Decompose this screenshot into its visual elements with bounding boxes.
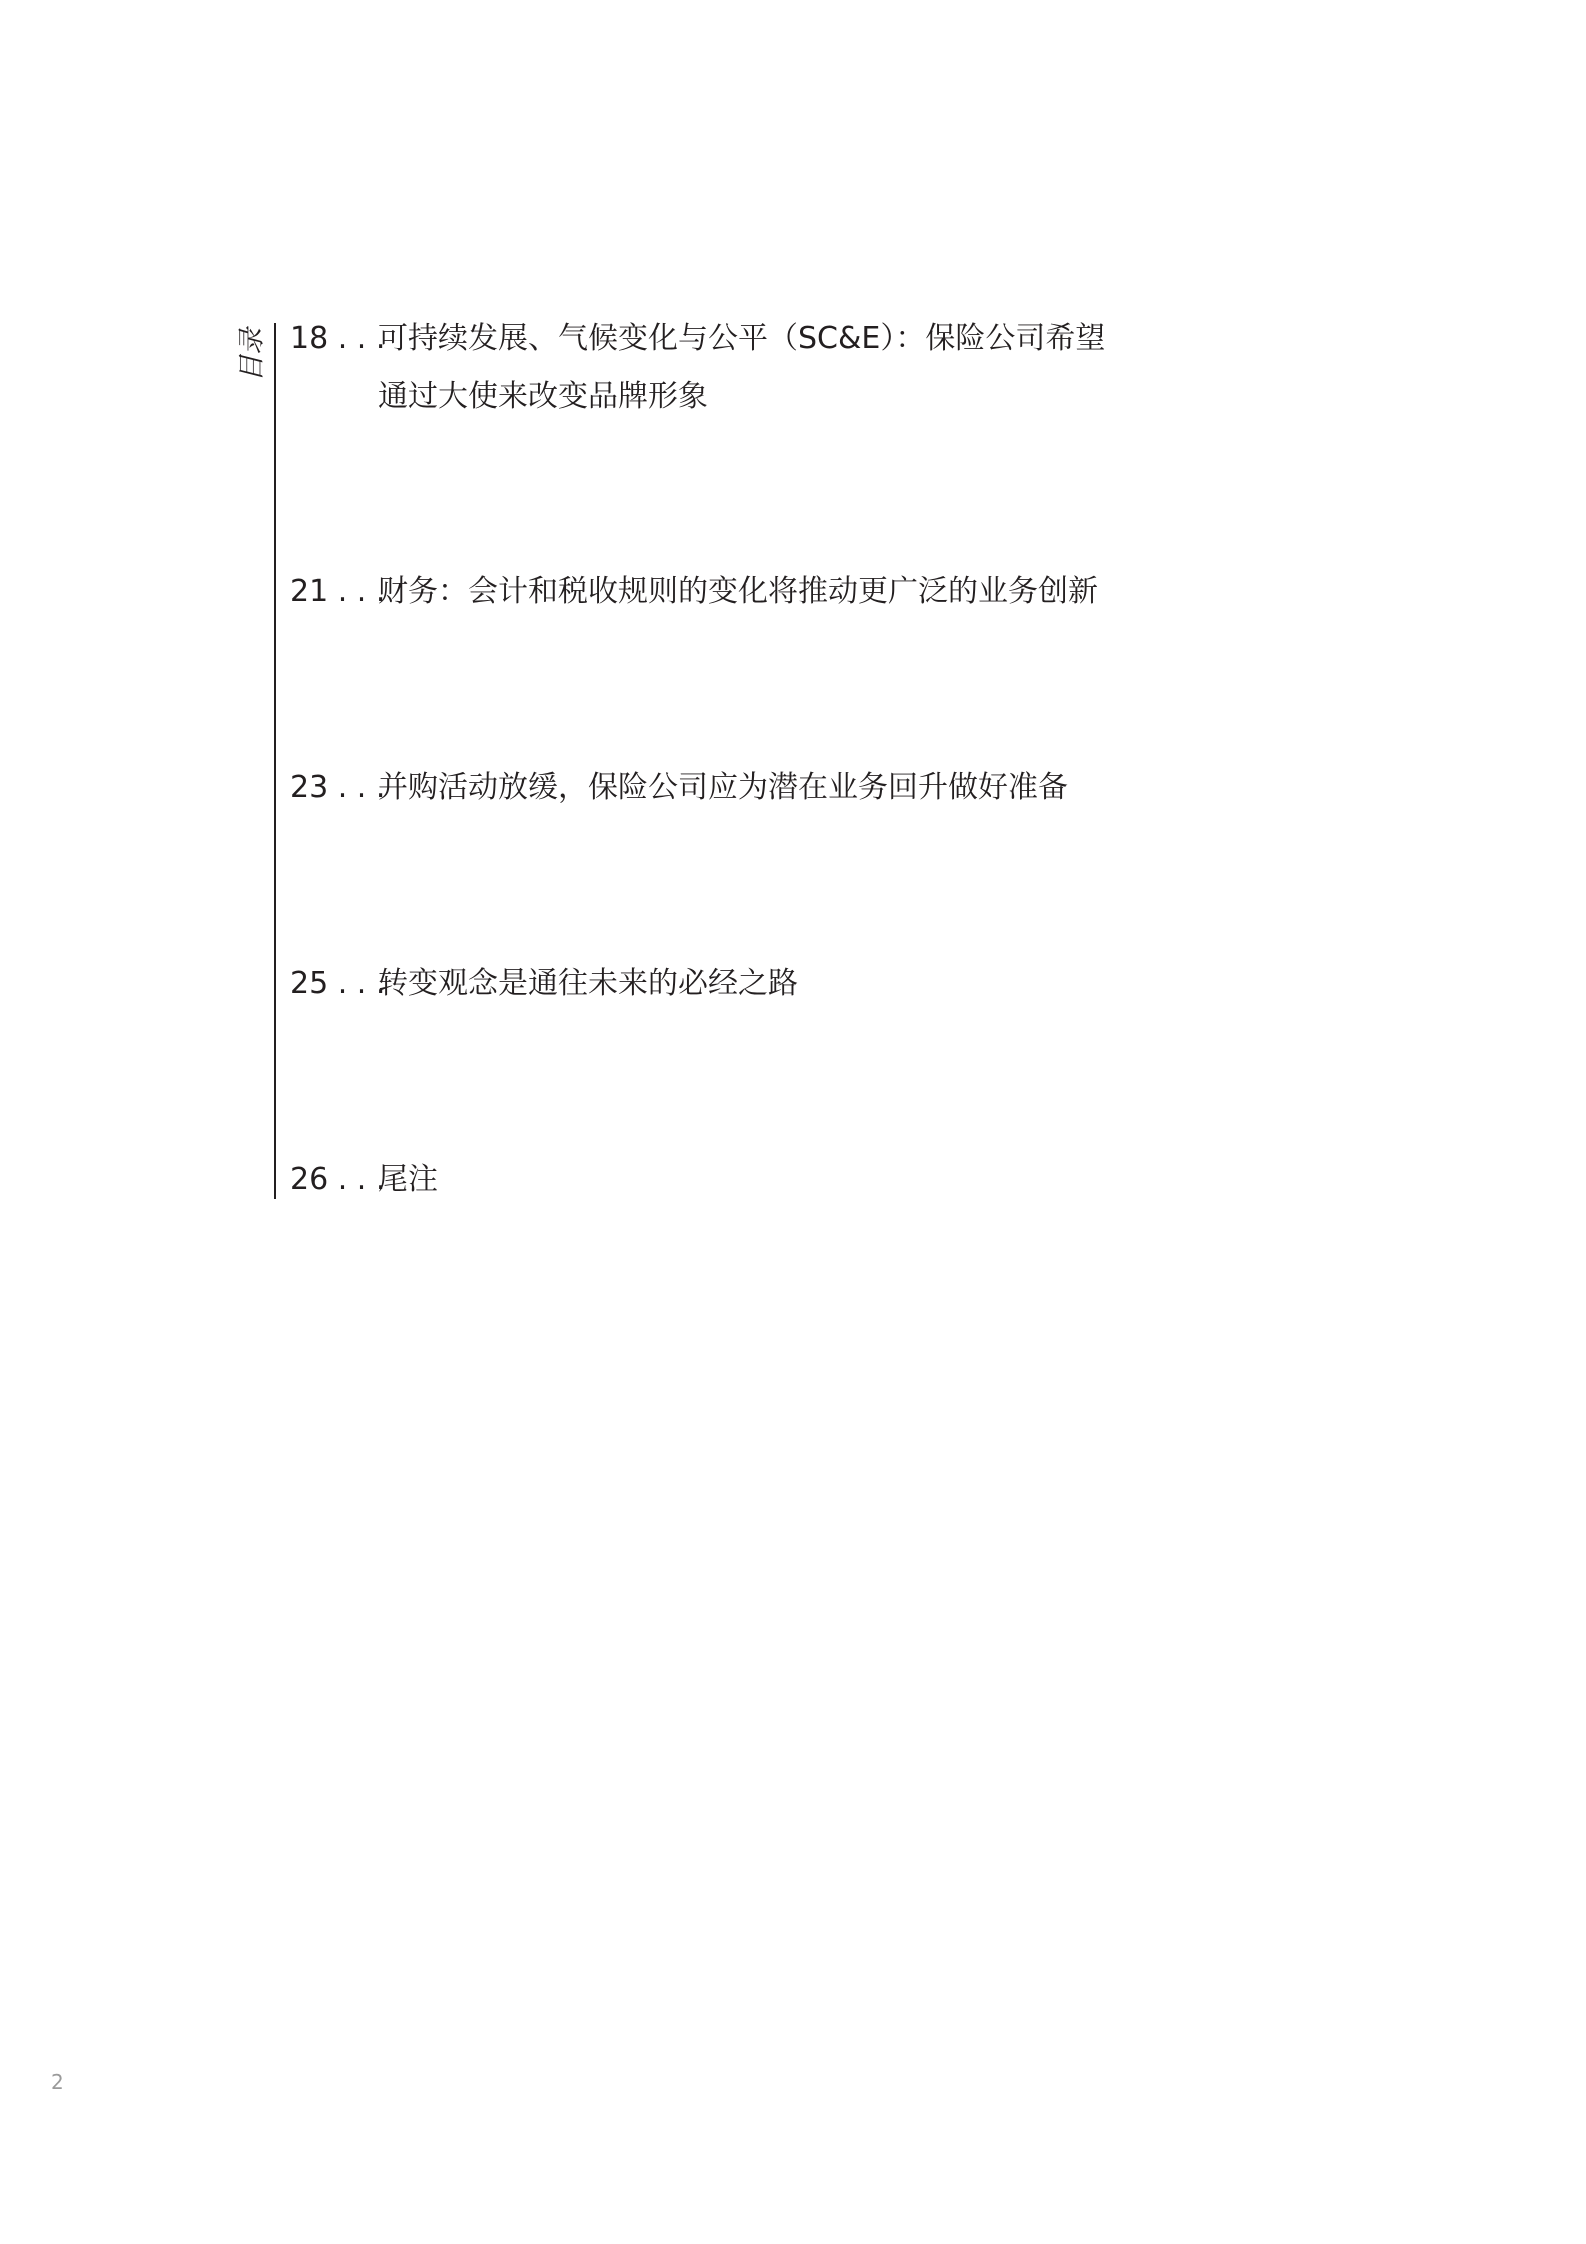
toc-entry-number: 23 . . . bbox=[290, 770, 386, 805]
toc-entry-26[interactable] bbox=[290, 1151, 1150, 1209]
toc-entry-title: 尾注 bbox=[378, 1162, 438, 1197]
toc-entry-23[interactable] bbox=[290, 759, 1150, 817]
toc-entry-title: 并购活动放缓，保险公司应为潜在业务回升做好准备 bbox=[378, 770, 1068, 805]
toc-divider-line bbox=[274, 323, 276, 1199]
toc-entry-18[interactable] bbox=[290, 310, 1150, 426]
toc-entry-25[interactable] bbox=[290, 955, 1150, 1013]
toc-entry-title: 财务：会计和税收规则的变化将推动更广泛的业务创新 bbox=[378, 574, 1098, 609]
toc-entry-title-continued: 通过大使来改变品牌形象 bbox=[378, 379, 708, 414]
toc-entry-number: 18 . . . bbox=[290, 321, 386, 356]
toc-entry-number: 21 . . . bbox=[290, 574, 386, 609]
toc-entry-number: 25 . . . bbox=[290, 966, 386, 1001]
page-number: 2 bbox=[51, 2070, 64, 2094]
toc-heading: 目录 bbox=[236, 328, 268, 382]
toc-entry-21[interactable] bbox=[290, 563, 1150, 621]
toc-entry-title: 可持续发展、气候变化与公平（SC&E）：保险公司希望 bbox=[378, 321, 1106, 356]
toc-entry-number: 26 . . . bbox=[290, 1162, 386, 1197]
toc-entry-title: 转变观念是通往未来的必经之路 bbox=[378, 966, 798, 1001]
